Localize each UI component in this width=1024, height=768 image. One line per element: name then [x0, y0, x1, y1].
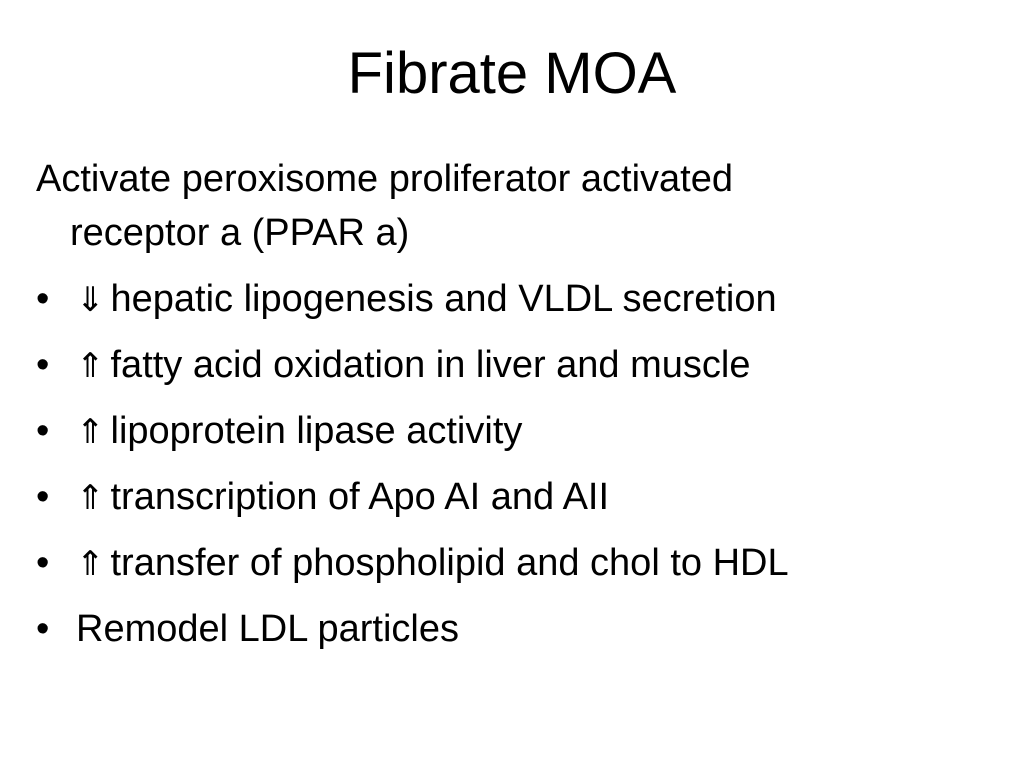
bullet-text: transcription of Apo AI and AII: [110, 476, 610, 518]
bullet-item: [36, 338, 1006, 404]
bullet-content: [76, 338, 751, 393]
bullet-dot: •: [36, 278, 50, 320]
intro-text: [36, 152, 996, 260]
bullet-text: hepatic lipogenesis and VLDL secretion: [110, 278, 777, 320]
bullet-item: [36, 536, 1006, 602]
bullet-content: [76, 470, 609, 525]
bullet-list: [36, 272, 1006, 668]
bullet-content: [76, 536, 789, 591]
bullet-content: [76, 272, 777, 327]
bullet-dot: •: [36, 476, 50, 518]
bullet-item: [36, 602, 1006, 668]
bullet-dot: •: [36, 608, 50, 650]
double-up-arrow-icon: ⇑: [76, 412, 105, 452]
double-up-arrow-icon: ⇑: [76, 544, 105, 584]
bullet-content: [76, 404, 522, 459]
bullet-item: [36, 272, 1006, 338]
bullet-dot: •: [36, 542, 50, 584]
intro-line-1: Activate peroxisome proliferator activated: [36, 158, 733, 200]
bullet-dot: •: [36, 410, 50, 452]
bullet-item: [36, 404, 1006, 470]
slide-title: Fibrate MOA: [347, 41, 677, 106]
double-up-arrow-icon: ⇑: [76, 346, 105, 386]
bullet-text: Remodel LDL particles: [76, 608, 459, 650]
double-down-arrow-icon: ⇓: [76, 280, 105, 320]
bullet-text: fatty acid oxidation in liver and muscle: [110, 344, 751, 386]
bullet-dot: •: [36, 344, 50, 386]
double-up-arrow-icon: ⇑: [76, 478, 105, 518]
bullet-content: [76, 602, 459, 656]
intro-line-2: receptor a (PPAR a): [70, 212, 410, 254]
bullet-text: lipoprotein lipase activity: [110, 410, 523, 452]
bullet-text: transfer of phospholipid and chol to HDL: [110, 542, 789, 584]
bullet-item: [36, 470, 1006, 536]
